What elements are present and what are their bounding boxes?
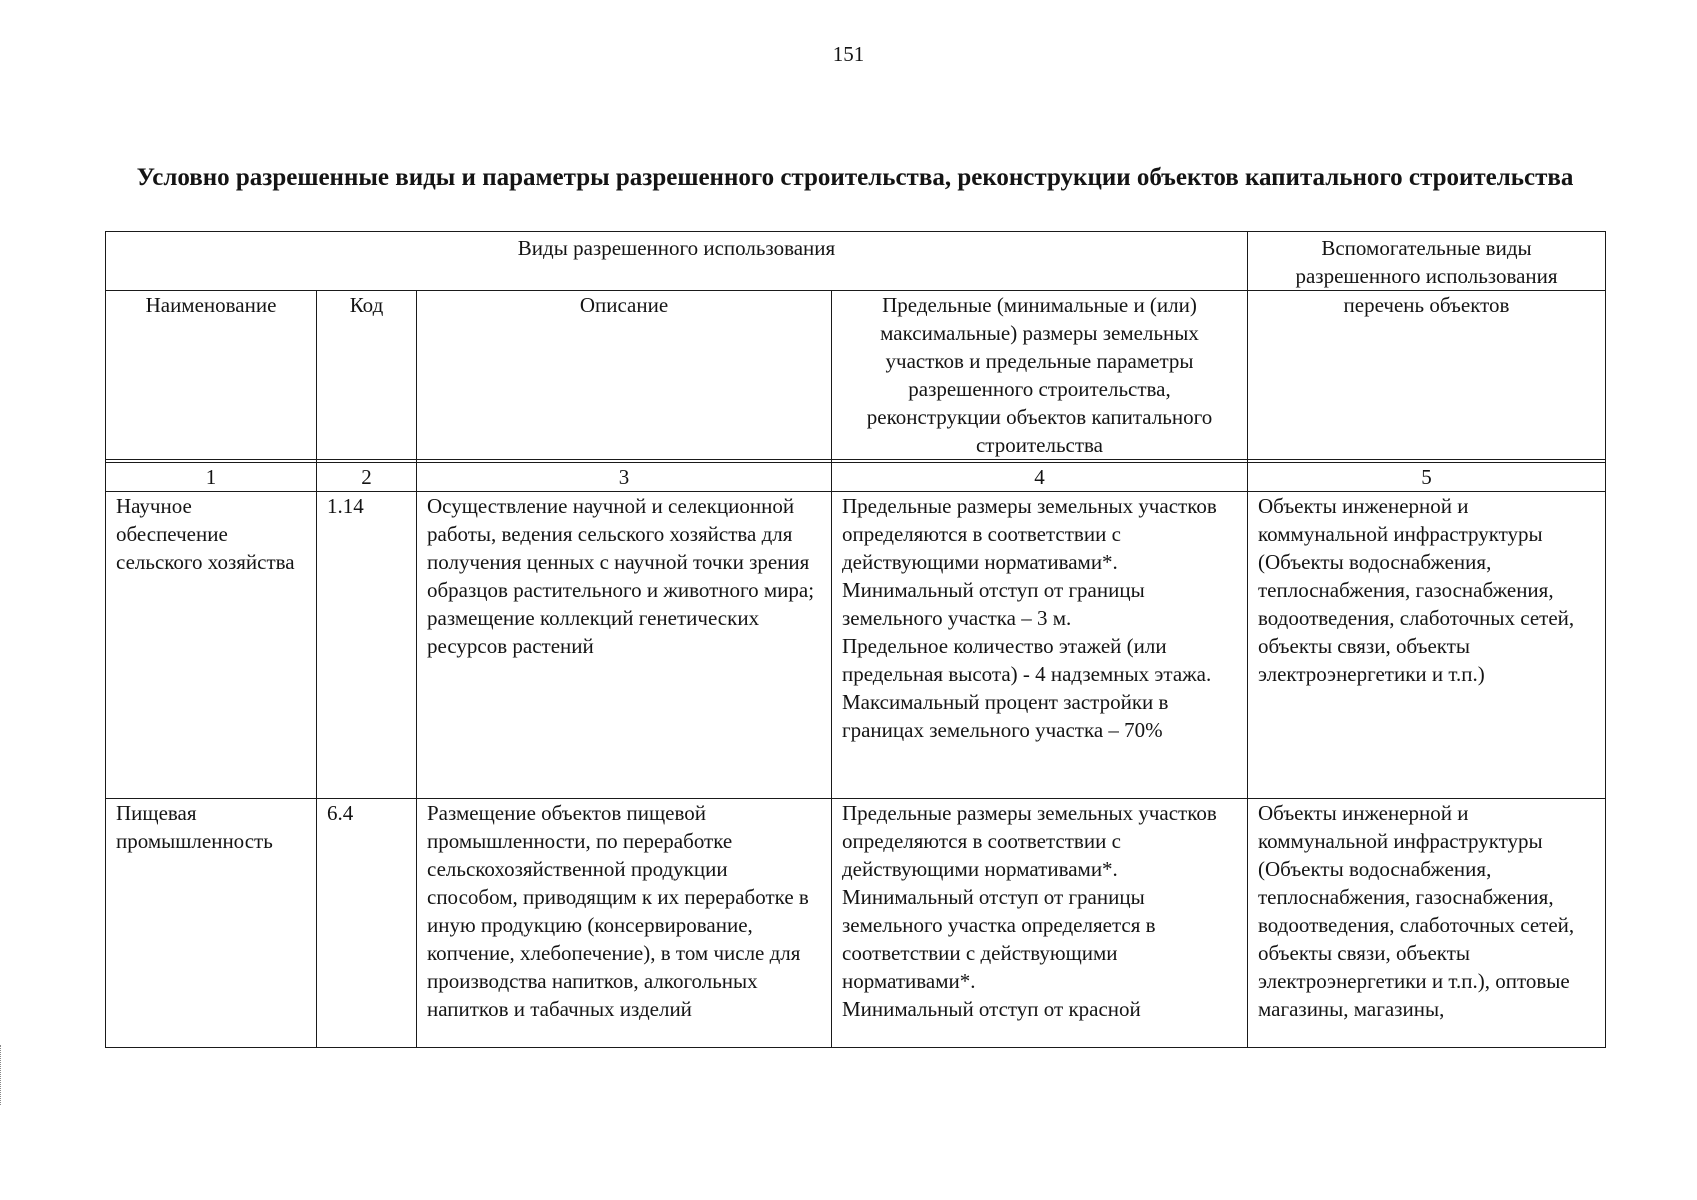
col-header-name: Наименование bbox=[106, 291, 317, 460]
cell-name: Научное обеспечение сельского хозяйства bbox=[106, 492, 317, 799]
cell-limits: Предельные размеры земельных участков определяются в соответствии с действующими нормативами*. Минимальный отступ от границы земельного участка – 3 м. Предельное количество этажей (или предельная высота) - 4 надземных этажа. Максимальный процент застройки в границах земельного участка – 70% bbox=[832, 492, 1248, 799]
column-header-row bbox=[106, 291, 1606, 460]
col-header-description: Описание bbox=[417, 291, 832, 460]
col-header-aux-list: перечень объектов bbox=[1248, 291, 1606, 460]
land-use-table bbox=[105, 231, 1606, 1048]
column-number-row bbox=[106, 463, 1606, 492]
scan-edge-marks bbox=[0, 1045, 5, 1105]
group-header-main: Виды разрешенного использования bbox=[106, 232, 1248, 291]
page-number: 151 bbox=[832, 42, 865, 66]
cell-aux: Объекты инженерной и коммунальной инфраструктуры (Объекты водоснабжения, теплоснабжения, газоснабжения, водоотведения, слаботочных сетей, объекты связи, объекты электроэнергетики и т.п.), оптовые магазины, магазины, bbox=[1248, 799, 1606, 1048]
table-row bbox=[106, 492, 1606, 799]
table-row bbox=[106, 799, 1606, 1048]
cell-code: 1.14 bbox=[317, 492, 417, 799]
column-number: 3 bbox=[417, 463, 832, 492]
col-header-limits: Предельные (минимальные и (или) максимальные) размеры земельных участков и предельные параметры разрешенного строительства, реконструкции объектов капитального строительства bbox=[832, 291, 1248, 460]
cell-aux: Объекты инженерной и коммунальной инфраструктуры (Объекты водоснабжения, теплоснабжения, газоснабжения, водоотведения, слаботочных сетей, объекты связи, объекты электроэнергетики и т.п.) bbox=[1248, 492, 1606, 799]
col-header-code: Код bbox=[317, 291, 417, 460]
column-number: 1 bbox=[106, 463, 317, 492]
cell-description: Осуществление научной и селекционной работы, ведения сельского хозяйства для получения ценных с научной точки зрения образцов растительного и животного мира; размещение коллекций генетических ресурсов растений bbox=[417, 492, 832, 799]
column-number: 5 bbox=[1248, 463, 1606, 492]
cell-description: Размещение объектов пищевой промышленности, по переработке сельскохозяйственной продукции способом, приводящим к их переработке в иную продукцию (консервирование, копчение, хлебопечение), в том числе для производства напитков, алкогольных напитков и табачных изделий bbox=[417, 799, 832, 1048]
group-header-row bbox=[106, 232, 1606, 291]
group-header-aux: Вспомогательные виды разрешенного использования bbox=[1248, 232, 1606, 291]
cell-limits: Предельные размеры земельных участков определяются в соответствии с действующими нормативами*. Минимальный отступ от границы земельного участка определяется в соответствии с действующими нормативами*. Минимальный отступ от красной bbox=[832, 799, 1248, 1048]
column-number: 2 bbox=[317, 463, 417, 492]
cell-name: Пищевая промышленность bbox=[106, 799, 317, 1048]
cell-code: 6.4 bbox=[317, 799, 417, 1048]
document-title: Условно разрешенные виды и параметры разрешенного строительства, реконструкции объектов капитального строительства bbox=[136, 164, 1574, 191]
column-number: 4 bbox=[832, 463, 1248, 492]
